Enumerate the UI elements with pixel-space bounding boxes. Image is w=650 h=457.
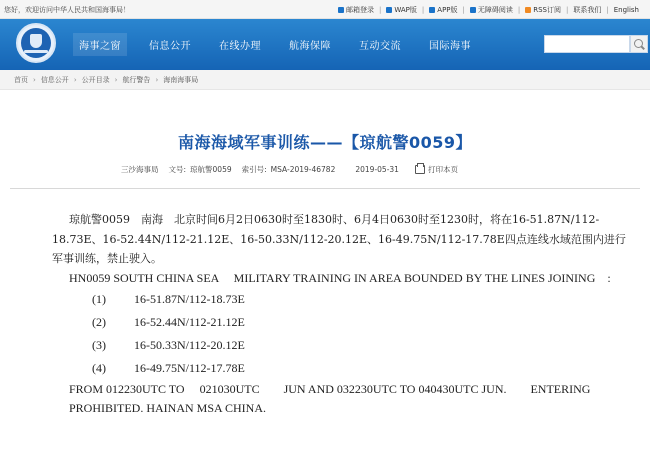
coord-value: 16-51.87N/112-18.73E: [134, 291, 245, 306]
top-utility-bar: [0, 0, 650, 19]
nav-navigation-safety[interactable]: 航海保障: [289, 41, 331, 52]
coord-num: (4): [92, 360, 106, 375]
coord-item: [52, 334, 627, 357]
anchor-emblem-icon: [21, 28, 51, 58]
mail-icon: [338, 7, 344, 13]
link-wap[interactable]: WAP版: [381, 5, 422, 15]
nav-interaction[interactable]: 互动交流: [359, 41, 401, 52]
notice-english: HN0059 SOUTH CHINA SEA MILITARY TRAINING IN AREA BOUNDED BY THE LINES JOINING :: [69, 270, 611, 285]
nav-info-public[interactable]: 信息公开: [149, 41, 191, 52]
coord-num: (3): [92, 337, 106, 352]
separator: |: [462, 6, 465, 14]
welcome-text: 您好，欢迎访问中华人民共和国海事局！: [4, 6, 130, 14]
link-accessible[interactable]: 无障碍阅读: [465, 5, 518, 15]
msa-logo[interactable]: [16, 23, 56, 63]
search-input[interactable]: [544, 35, 630, 53]
content-divider: [10, 188, 640, 189]
coord-item: [52, 288, 627, 311]
utility-links: [333, 5, 644, 15]
separator: |: [379, 6, 382, 14]
print-button[interactable]: [415, 164, 458, 175]
meta-index-no: MSA-2019-46782: [270, 165, 336, 174]
breadcrumb-separator: ›: [73, 75, 77, 84]
app-icon: [429, 7, 435, 13]
coord-value: 16-50.33N/112-20.12E: [134, 337, 245, 352]
breadcrumb-separator: ›: [33, 75, 36, 84]
coord-item: [52, 357, 627, 380]
link-english[interactable]: English: [613, 6, 639, 14]
coord-value: 16-49.75N/112-17.78E: [134, 360, 245, 375]
article-meta: [121, 164, 458, 175]
breadcrumb-nav-warning[interactable]: 航行警告: [122, 75, 151, 84]
meta-org: 三沙海事局: [121, 165, 159, 174]
breadcrumb-separator: ›: [155, 75, 159, 84]
nav-international[interactable]: 国际海事: [429, 41, 471, 52]
link-rss[interactable]: RSS订阅: [520, 5, 566, 15]
article-body: [52, 210, 627, 418]
breadcrumb-catalog[interactable]: 公开目录: [81, 75, 110, 84]
breadcrumb: [0, 70, 650, 90]
notice-chinese: 琼航警0059 南海 北京时间6月2日0630时至1830时、6月4日0630时至1230时，将在16-51.87N/112-18.73E、16-52.44N/112-21.12E、16-50.33N/112-20.12E、16-49.75N/112-17.78E四点连线水域范围内进行军事训练，禁止驶入。: [52, 213, 626, 265]
separator: |: [421, 6, 425, 14]
coord-item: [52, 311, 627, 334]
printer-icon: [415, 165, 425, 174]
separator: |: [566, 6, 569, 14]
link-mail-login[interactable]: 邮箱登录: [333, 5, 379, 15]
link-contact[interactable]: 联系我们: [573, 6, 602, 14]
notice-english-tail: FROM 012230UTC TO 021030UTC JUN AND 032230UTC TO 040430UTC JUN. ENTERING PROHIBITED. HAINAN MSA CHINA.: [69, 381, 591, 415]
meta-date: 2019-05-31: [355, 165, 399, 174]
separator: |: [517, 6, 521, 14]
main-nav: [79, 19, 499, 70]
meta-doc-no: 琼航警0059: [190, 165, 232, 174]
search-icon[interactable]: [630, 35, 648, 53]
mobile-icon: [386, 7, 392, 13]
breadcrumb-separator: ›: [114, 75, 118, 84]
meta-index-label: 索引号:: [241, 165, 267, 174]
rss-icon: [525, 7, 531, 13]
nav-maritime-window[interactable]: 海事之窗: [73, 33, 127, 56]
breadcrumb-hainan-msa[interactable]: 海南海事局: [163, 75, 199, 84]
separator: |: [606, 6, 609, 14]
breadcrumb-home[interactable]: 首页: [14, 75, 28, 84]
page-title: 南海海域军事训练——【琼航警0059】: [177, 133, 473, 152]
site-header: [0, 19, 650, 70]
link-app[interactable]: APP版: [424, 5, 462, 15]
coord-num: (2): [92, 314, 106, 329]
print-label: 打印本页: [427, 165, 458, 174]
nav-online-service[interactable]: 在线办理: [219, 41, 261, 52]
meta-doc-label: 文号:: [168, 165, 187, 174]
breadcrumb-info-public[interactable]: 信息公开: [40, 75, 69, 84]
article-content: [0, 130, 650, 153]
accessibility-icon: [470, 7, 476, 13]
coord-num: (1): [92, 291, 106, 306]
coord-value: 16-52.44N/112-21.12E: [134, 314, 245, 329]
